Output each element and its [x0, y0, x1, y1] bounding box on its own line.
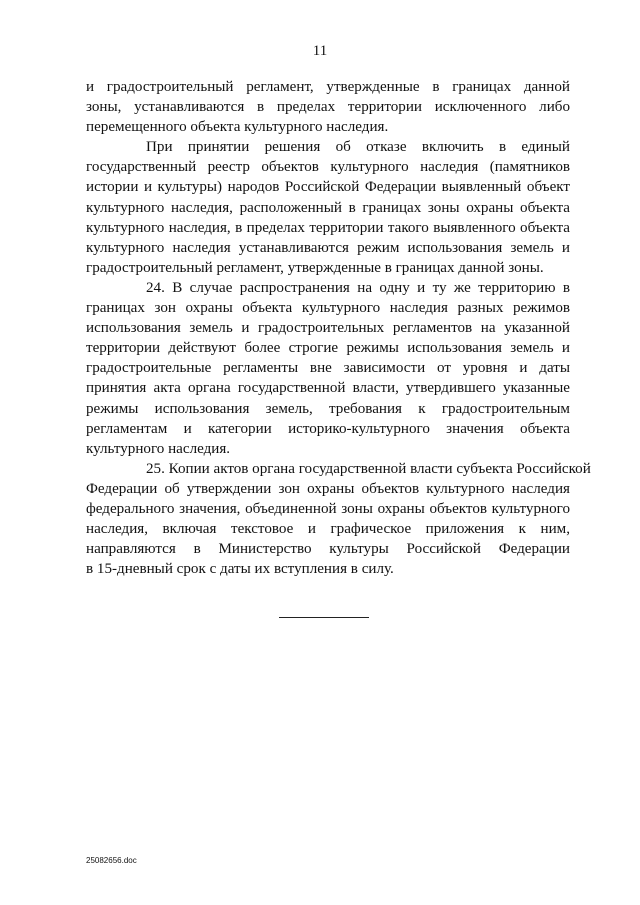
text-line: принятия акта органа государственной власти, утвердившего указанные — [86, 380, 570, 397]
text-line: При принятии решения об отказе включить в единый — [146, 139, 570, 156]
text-line: наследия, включая текстовое и графическое приложения к ним, — [86, 521, 570, 538]
text-line: 24. В случае распространения на одну и ту же территорию в — [146, 279, 570, 296]
text-line: направляются в Министерство культуры Российской Федерации — [86, 541, 570, 558]
text-line: культурного наследия устанавливаются режим использования земель и — [86, 239, 570, 256]
text-line: режимы использования земель, требования к градостроительным — [86, 400, 570, 417]
paragraph-item-25 — [86, 459, 591, 580]
paragraph-item-24 — [86, 278, 570, 459]
text-line: градостроительный регламент, утвержденные в границах данной зоны. — [86, 259, 544, 276]
text-line: перемещенного объекта культурного наследия. — [86, 119, 389, 136]
text-line: истории и культуры) народов Российской Федерации выявленный объект — [86, 179, 570, 196]
text-line: Федерации об утверждении зон охраны объектов культурного наследия — [86, 480, 570, 497]
text-line: государственный реестр объектов культурного наследия (памятников — [86, 159, 570, 176]
page-number: 11 — [312, 43, 328, 59]
text-line: культурного наследия, расположенный в границах зоны охраны объекта — [86, 199, 570, 216]
text-line: федерального значения, объединенной зоны охраны объектов культурного — [86, 500, 570, 517]
text-line: градостроительные регламенты вне зависимости от уровня и даты — [86, 360, 570, 377]
text-line: в 15-дневный срок с даты их вступления в силу. — [86, 561, 394, 578]
text-line: регламентам и категории историко-культурного значения объекта — [86, 420, 570, 437]
end-divider — [279, 617, 369, 618]
document-body — [86, 77, 591, 579]
text-line: 25. Копии актов органа государственной власти субъекта Российской — [146, 460, 591, 477]
text-line: границах зон охраны объекта культурного наследия разных режимов — [86, 300, 570, 317]
paragraph-refusal-clause — [86, 137, 570, 278]
text-line: культурного наследия. — [86, 440, 231, 457]
text-line: и градостроительный регламент, утвержденные в границах данной — [86, 79, 570, 95]
text-line: территории действуют более строгие режимы использования земель и — [86, 340, 570, 357]
footer-filename: 25082656.doc — [86, 856, 137, 865]
text-line: культурного наследия, в пределах территории такого выявленного объекта — [86, 219, 570, 236]
paragraph-continuation — [86, 77, 570, 137]
text-line: зоны, устанавливаются в пределах территории исключенного либо — [86, 99, 570, 116]
text-line: использования земель и градостроительных регламентов на указанной — [86, 320, 570, 337]
